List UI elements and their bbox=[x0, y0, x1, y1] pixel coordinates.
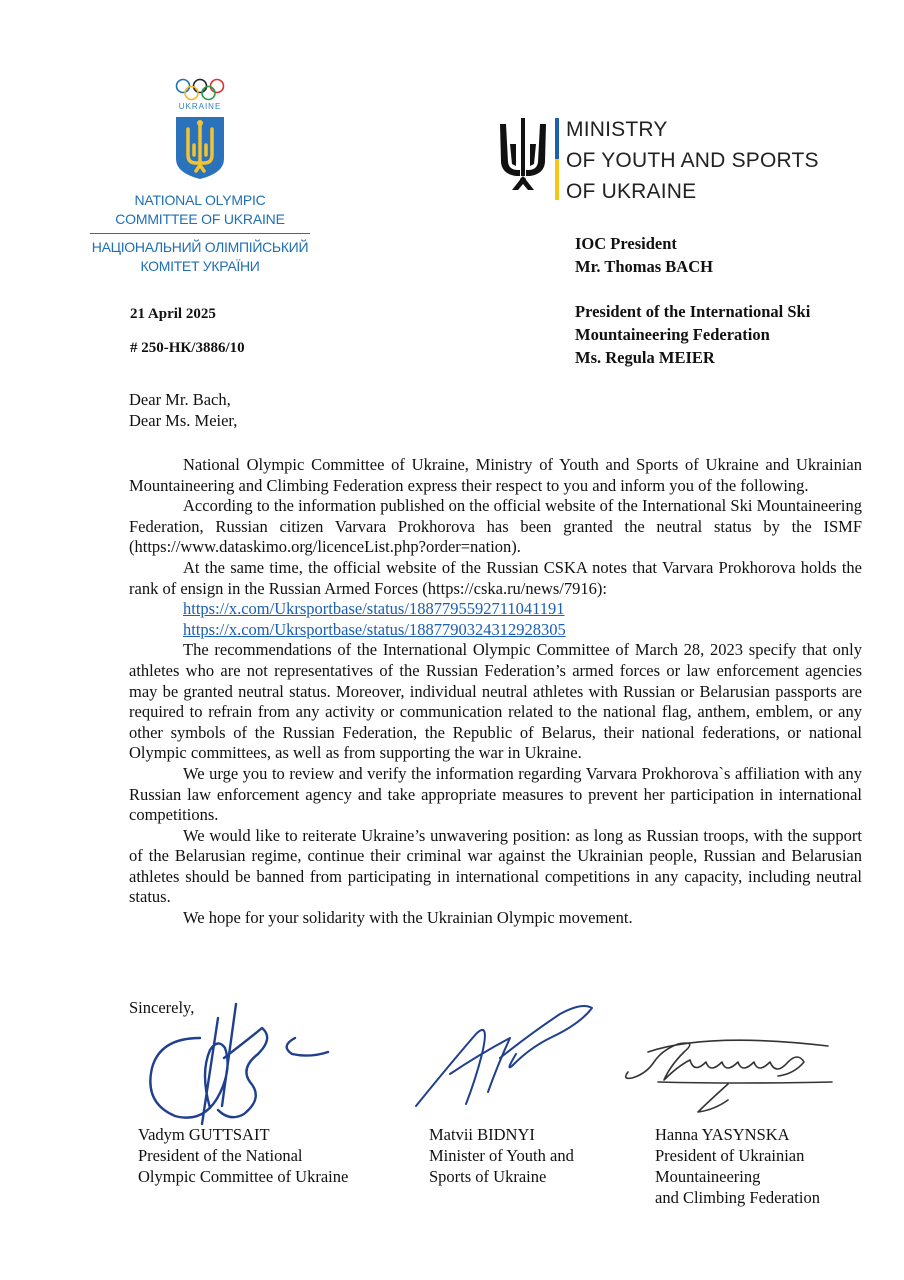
ministry-name: MINISTRY OF YOUTH AND SPORTS OF UKRAINE bbox=[566, 118, 819, 203]
noc-divider bbox=[90, 233, 310, 234]
closing: Sincerely, bbox=[129, 998, 195, 1017]
paragraph: We urge you to review and verify the information regarding Varvara Prokhorova`s affiliation with any Russian law enforcement agency and take appropriate measures to prevent her participation in international competitions. bbox=[129, 763, 862, 825]
letter-body bbox=[129, 455, 862, 929]
signer-yasynska: Hanna YASYNSKA President of Ukrainian Mountaineering and Climbing Federation bbox=[655, 1125, 820, 1207]
signature-guttsait bbox=[140, 998, 340, 1128]
noc-ukraine-label: UKRAINE bbox=[178, 102, 222, 111]
paragraph: According to the information published on the official website of the International Ski Mountaineering Federation, Russian citizen Varvara Prokhorova has been granted the neutral status by the ISMF (https://www.dataskimo.org/licenceList.php?order=nation). bbox=[129, 496, 862, 557]
link-ukrsportbase-2[interactable]: https://x.com/Ukrsportbase/status/1887790324312928305 bbox=[183, 619, 566, 639]
recipient-ioc: IOC President Mr. Thomas BACH bbox=[575, 234, 713, 276]
noc-logo bbox=[70, 78, 330, 276]
ministry-flag-bar bbox=[555, 118, 559, 200]
letter-date: 21 April 2025 bbox=[130, 306, 216, 322]
signer-guttsait: Vadym GUTTSAIT President of the National Olympic Committee of Ukraine bbox=[138, 1125, 349, 1186]
recipient-ismf: President of the International Ski Mountaineering Federation Ms. Regula MEIER bbox=[575, 302, 811, 367]
trident-shield-icon bbox=[174, 115, 226, 181]
noc-name-en: NATIONAL OLYMPIC COMMITTEE OF UKRAINE bbox=[115, 192, 285, 227]
paragraph: We would like to reiterate Ukraine’s unwavering position: as long as Russian troops, with the support of the Belarusian regime, continue their criminal war against the Ukrainian people, Russian and Belarusian athletes should be banned from participating in international competitions in any capacity, including neutral status. bbox=[129, 825, 862, 907]
paragraph: We hope for your solidarity with the Ukrainian Olympic movement. bbox=[183, 908, 633, 928]
olympic-rings-icon bbox=[174, 78, 226, 102]
ministry-trident-icon bbox=[496, 118, 550, 196]
link-ukrsportbase-1[interactable]: https://x.com/Ukrsportbase/status/1887795592711041191 bbox=[183, 599, 565, 619]
letter-reference: # 250-НК/3886/10 bbox=[130, 340, 245, 356]
paragraph: National Olympic Committee of Ukraine, Ministry of Youth and Sports of Ukraine and Ukrainian Mountaineering and Climbing Federation express their respect to you and inform you of the following. bbox=[129, 455, 862, 495]
salutation: Dear Mr. Bach, Dear Ms. Meier, bbox=[129, 390, 238, 430]
signature-bidnyi bbox=[410, 994, 600, 1124]
paragraph: The recommendations of the International Olympic Committee of March 28, 2023 specify that only athletes who are not representatives of the Russian Federation’s armed forces or law enforcement agencies may be granted neutral status. Moreover, individual neutral athletes with Russian or Belarusian passports are required to refrain from any activity or communication related to the national flag, anthem, emblem, or any other symbols of the Russian Federation, the Republic of Belarus, their national federations, or national Olympic committees, as well as from supporting the war in Ukraine. bbox=[129, 640, 862, 763]
paragraph: At the same time, the official website of the Russian CSKA notes that Varvara Prokhorova holds the rank of ensign in the Russian Armed Forces (https://cska.ru/news/7916): bbox=[129, 557, 862, 598]
signature-yasynska bbox=[618, 1022, 838, 1122]
noc-name-ua: НАЦІОНАЛЬНИЙ ОЛІМПІЙСЬКИЙ КОМІТЕТ УКРАЇНИ bbox=[91, 239, 309, 274]
signer-bidnyi: Matvii BIDNYI Minister of Youth and Sports of Ukraine bbox=[429, 1125, 574, 1186]
